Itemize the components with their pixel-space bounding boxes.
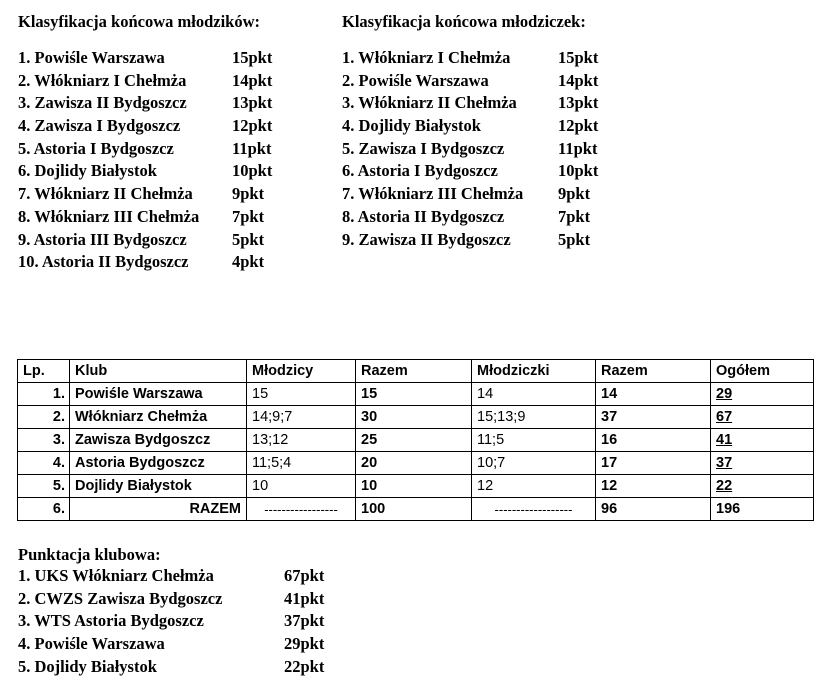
team-name: 1. Włókniarz I Chełmża (342, 48, 511, 67)
overall-total-value: 67 (716, 409, 733, 425)
column-header-girls: Młodziczki (472, 360, 596, 383)
team-points: 11pkt (558, 138, 598, 158)
girls-points: 15;13;9 (472, 406, 596, 429)
boys-ranking-list (18, 48, 273, 275)
list-item (18, 252, 265, 275)
summary-table (17, 359, 814, 521)
column-header-boys-total: Razem (356, 360, 472, 383)
boys-classification-title: Klasyfikacja końcowa młodzików: (18, 12, 261, 31)
boys-points: 10 (247, 475, 356, 498)
table-row (18, 452, 814, 475)
list-item (18, 229, 265, 253)
club-points: 22pkt (284, 656, 325, 676)
club-name: Dojlidy Białystok (70, 475, 247, 498)
column-header-boys: Młodzicy (247, 360, 356, 383)
club-name: Powiśle Warszawa (70, 383, 247, 406)
list-item (18, 566, 325, 589)
list-item (342, 138, 598, 162)
girls-grand-total: 96 (596, 498, 711, 521)
column-header-girls-total: Razem (596, 360, 711, 383)
list-item (342, 184, 591, 207)
overall-total-value: 29 (716, 386, 733, 402)
overall-total-value: 22 (716, 478, 733, 494)
overall-total (711, 429, 814, 452)
club-points: 41pkt (284, 588, 325, 608)
row-number: 5. (18, 475, 70, 498)
list-item (342, 116, 599, 139)
row-number: 2. (18, 406, 70, 429)
team-points: 14pkt (558, 70, 599, 90)
girls-points: 12 (472, 475, 596, 498)
team-name: 7. Włókniarz II Chełmża (18, 184, 193, 204)
boys-points: 15 (247, 383, 356, 406)
overall-grand-total: 196 (711, 498, 814, 521)
list-item (18, 93, 273, 116)
team-points: 15pkt (232, 48, 273, 67)
team-name: 5. Astoria I Bydgoszcz (18, 138, 174, 158)
row-number: 6. (18, 498, 70, 521)
team-points: 4pkt (232, 252, 265, 272)
column-header-lp: Lp. (18, 360, 70, 383)
team-points: 14pkt (232, 70, 273, 90)
girls-total: 37 (596, 406, 711, 429)
column-header-club: Klub (70, 360, 247, 383)
boys-classification (18, 12, 273, 275)
list-item (342, 48, 599, 71)
row-number: 4. (18, 452, 70, 475)
boys-points: 11;5;4 (247, 452, 356, 475)
boys-total: 10 (356, 475, 472, 498)
club-scoring-list (18, 566, 325, 679)
team-name: 7. Włókniarz III Chełmża (342, 184, 524, 204)
team-name: 9. Zawisza II Bydgoszcz (342, 229, 511, 249)
girls-total: 14 (596, 383, 711, 406)
club-name: Włókniarz Chełmża (70, 406, 247, 429)
total-label: RAZEM (70, 498, 247, 521)
boys-total: 25 (356, 429, 472, 452)
table-row (18, 475, 814, 498)
row-number: 1. (18, 383, 70, 406)
girls-classification (342, 12, 599, 252)
table-header-row (18, 360, 814, 383)
overall-total (711, 452, 814, 475)
team-name: 8. Włókniarz III Chełmża (18, 206, 200, 226)
team-name: 2. Włókniarz I Chełmża (18, 70, 187, 90)
table-row (18, 383, 814, 406)
team-points: 9pkt (232, 184, 265, 204)
club-name: 2. CWZS Zawisza Bydgoszcz (18, 588, 223, 608)
girls-points-placeholder: ------------------ (472, 498, 596, 521)
team-points: 15pkt (558, 48, 599, 67)
list-item (18, 611, 325, 634)
overall-total (711, 406, 814, 429)
girls-total: 16 (596, 429, 711, 452)
boys-points-placeholder: ----------------- (247, 498, 356, 521)
club-name: 5. Dojlidy Białystok (18, 656, 157, 676)
team-name: 3. Zawisza II Bydgoszcz (18, 93, 187, 113)
boys-total: 15 (356, 383, 472, 406)
club-points: 67pkt (284, 566, 325, 585)
overall-total-value: 37 (716, 455, 733, 471)
girls-points: 14 (472, 383, 596, 406)
list-item (18, 116, 273, 139)
table-total-row (18, 498, 814, 521)
club-scoring (18, 545, 325, 679)
list-item (342, 229, 591, 253)
team-name: 5. Zawisza I Bydgoszcz (342, 138, 505, 158)
boys-grand-total: 100 (356, 498, 472, 521)
team-points: 9pkt (558, 184, 591, 204)
team-points: 5pkt (558, 229, 591, 249)
list-item (18, 48, 273, 71)
team-points: 7pkt (232, 206, 265, 226)
girls-points: 11;5 (472, 429, 596, 452)
team-name: 1. Powiśle Warszawa (18, 48, 165, 67)
team-points: 13pkt (232, 93, 273, 113)
team-name: 6. Dojlidy Białystok (18, 161, 157, 181)
row-number: 3. (18, 429, 70, 452)
club-scoring-title: Punktacja klubowa: (18, 545, 161, 564)
team-name: 6. Astoria I Bydgoszcz (342, 161, 498, 181)
list-item (18, 656, 325, 680)
list-item (18, 588, 325, 612)
list-item (342, 206, 591, 230)
team-name: 8. Astoria II Bydgoszcz (342, 206, 505, 226)
girls-classification-title: Klasyfikacja końcowa młodziczek: (342, 12, 586, 31)
team-name: 9. Astoria III Bydgoszcz (18, 229, 187, 249)
column-header-overall: Ogółem (711, 360, 814, 383)
team-name: 4. Dojlidy Białystok (342, 116, 481, 136)
team-points: 13pkt (558, 93, 599, 113)
club-name: 1. UKS Włókniarz Chełmża (18, 566, 214, 585)
team-points: 10pkt (232, 161, 273, 181)
team-points: 5pkt (232, 229, 265, 249)
list-item (18, 206, 265, 230)
boys-points: 14;9;7 (247, 406, 356, 429)
girls-total: 17 (596, 452, 711, 475)
team-name: 10. Astoria II Bydgoszcz (18, 252, 189, 272)
club-name: Zawisza Bydgoszcz (70, 429, 247, 452)
club-name: 3. WTS Astoria Bydgoszcz (18, 611, 204, 631)
table-row (18, 406, 814, 429)
list-item (18, 161, 273, 184)
team-points: 7pkt (558, 206, 591, 226)
list-item (18, 138, 272, 162)
boys-points: 13;12 (247, 429, 356, 452)
club-name: 4. Powiśle Warszawa (18, 634, 165, 654)
list-item (342, 70, 599, 94)
team-name: 2. Powiśle Warszawa (342, 70, 489, 90)
girls-points: 10;7 (472, 452, 596, 475)
girls-ranking-list (342, 48, 599, 252)
boys-total: 30 (356, 406, 472, 429)
team-name: 4. Zawisza I Bydgoszcz (18, 116, 181, 136)
table-row (18, 429, 814, 452)
team-points: 12pkt (558, 116, 599, 136)
club-points: 29pkt (284, 634, 325, 654)
overall-total (711, 475, 814, 498)
club-name: Astoria Bydgoszcz (70, 452, 247, 475)
team-name: 3. Włókniarz II Chełmża (342, 93, 517, 113)
overall-total (711, 383, 814, 406)
list-item (18, 184, 265, 207)
team-points: 10pkt (558, 161, 599, 181)
boys-total: 20 (356, 452, 472, 475)
team-points: 11pkt (232, 138, 272, 158)
list-item (342, 93, 599, 116)
list-item (18, 70, 273, 94)
list-item (18, 634, 325, 657)
team-points: 12pkt (232, 116, 273, 136)
club-points: 37pkt (284, 611, 325, 631)
girls-total: 12 (596, 475, 711, 498)
list-item (342, 161, 599, 184)
overall-total-value: 41 (716, 432, 733, 448)
